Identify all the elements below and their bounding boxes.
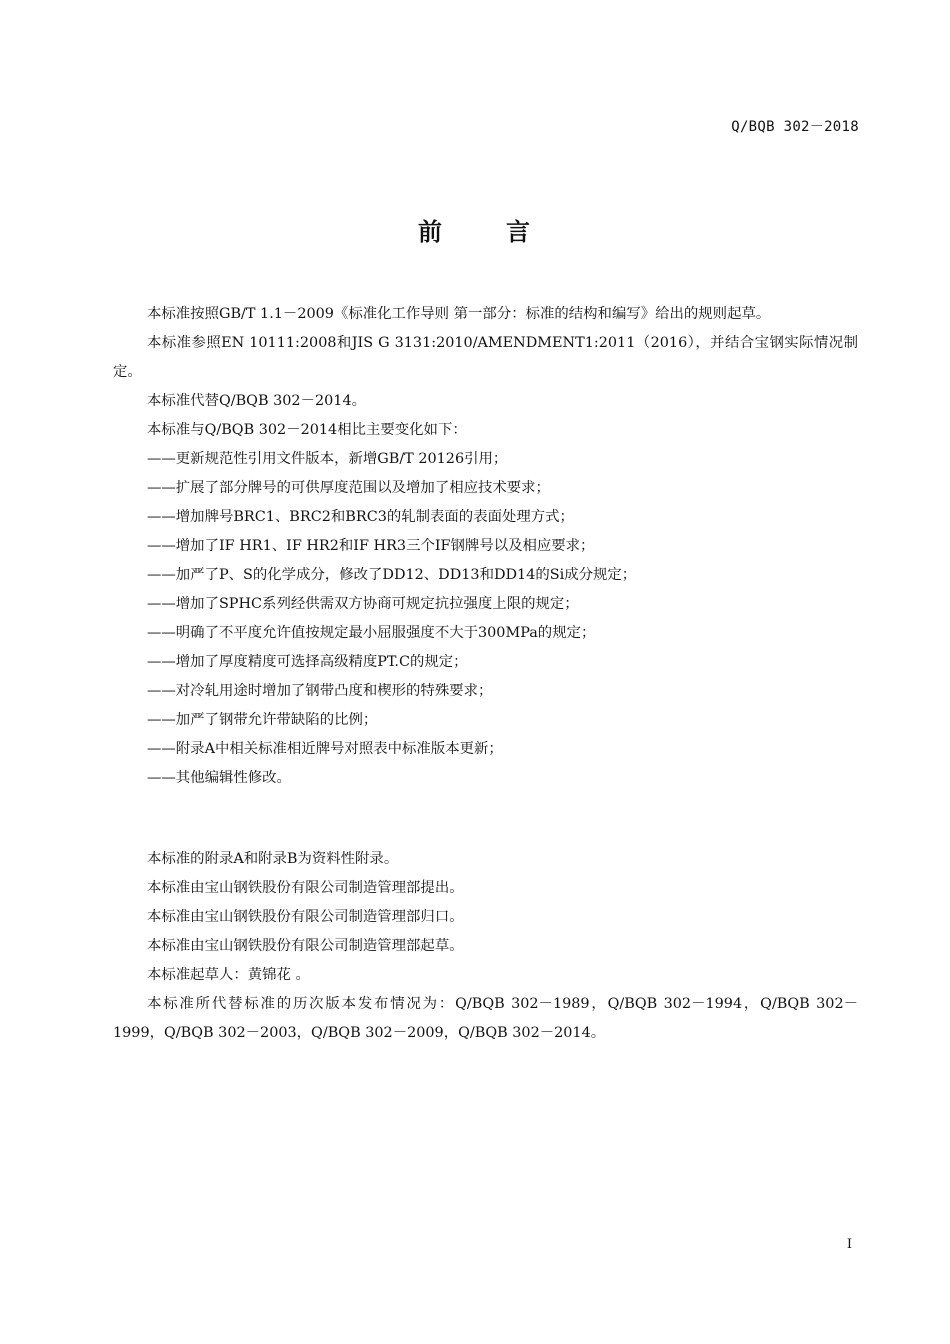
page-number: I — [846, 1237, 852, 1252]
change-item: ——加严了钢带允许带缺陷的比例； — [147, 712, 378, 728]
change-item: ——明确了不平度允许值按规定最小屈服强度不大于300MPa的规定； — [147, 625, 596, 641]
paragraph: 本标准起草人：黄锦花 。 — [147, 967, 310, 983]
foreword-main-block — [113, 300, 858, 793]
change-item: ——更新规范性引用文件版本，新增GB/T 20126引用； — [147, 451, 508, 467]
change-item: ——扩展了部分牌号的可供厚度范围以及增加了相应技术要求； — [147, 480, 550, 496]
paragraph: 本标准参照EN 10111:2008和JIS G 3131:2010/AMENDMENT1:2011（2016），并结合宝钢实际情况制定。 — [113, 335, 858, 380]
paragraph: 本标准与Q/BQB 302－2014相比主要变化如下： — [147, 422, 467, 438]
paragraph: 本标准由宝山钢铁股份有限公司制造管理部归口。 — [147, 909, 464, 925]
page-title — [0, 212, 950, 247]
paragraph: 本标准由宝山钢铁股份有限公司制造管理部起草。 — [147, 938, 464, 954]
document-code: Q/BQB 302－2018 — [731, 119, 859, 135]
change-item: ——对冷轧用途时增加了钢带凸度和楔形的特殊要求； — [147, 683, 493, 699]
change-item: ——增加了IF HR1、IF HR2和IF HR3三个IF钢牌号以及相应要求； — [147, 538, 595, 554]
change-item: ——加严了P、S的化学成分，修改了DD12、DD13和DD14的Si成分规定； — [147, 567, 637, 583]
paragraph: 本标准由宝山钢铁股份有限公司制造管理部提出。 — [147, 880, 464, 896]
change-item: ——增加牌号BRC1、BRC2和BRC3的轧制表面的表面处理方式； — [147, 509, 574, 525]
change-item: ——增加了厚度精度可选择高级精度PT.C的规定； — [147, 654, 468, 670]
foreword-info-block — [113, 845, 858, 1048]
title-part-1: 前 — [418, 217, 444, 246]
paragraph: 本标准所代替标准的历次版本发布情况为：Q/BQB 302－1989，Q/BQB 302－1994，Q/BQB 302－1999，Q/BQB 302－2003，Q/BQB 302－2009，Q/BQB 302－2014。 — [113, 996, 858, 1041]
paragraph: 本标准按照GB/T 1.1－2009《标准化工作导则 第一部分：标准的结构和编写》给出的规则起草。 — [147, 306, 771, 322]
paragraph: 本标准代替Q/BQB 302－2014。 — [147, 393, 366, 409]
title-part-2: 言 — [506, 217, 532, 246]
paragraph: 本标准的附录A和附录B为资料性附录。 — [147, 851, 399, 867]
change-item: ——其他编辑性修改。 — [147, 770, 291, 786]
change-item: ——增加了SPHC系列经供需双方协商可规定抗拉强度上限的规定； — [147, 596, 579, 612]
change-item: ——附录A中相关标准相近牌号对照表中标准版本更新； — [147, 741, 503, 757]
